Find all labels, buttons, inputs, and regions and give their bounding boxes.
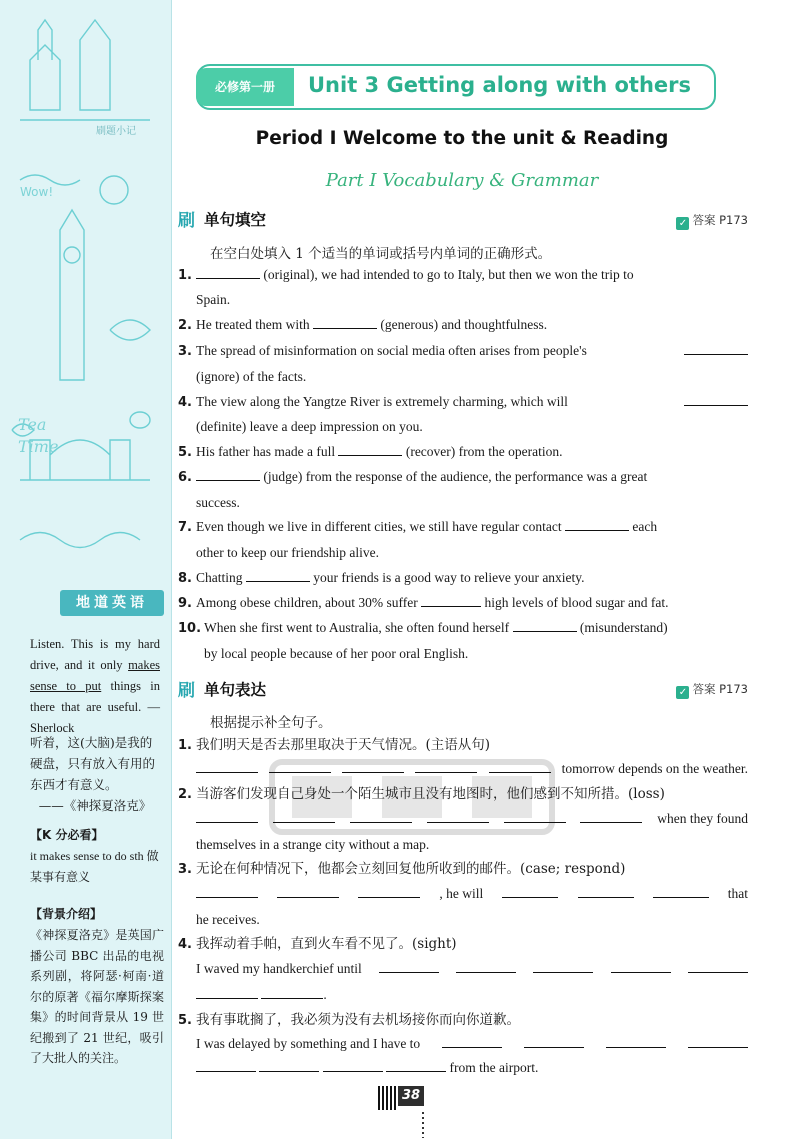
period-title: Period I Welcome to the unit & Reading — [255, 128, 669, 149]
s2-q2 — [178, 785, 748, 804]
q-number: 1. — [178, 738, 192, 753]
answer-blank[interactable] — [442, 1035, 502, 1048]
page-number — [378, 1086, 428, 1110]
s2-q5-cont — [196, 1059, 748, 1077]
answer-blank[interactable] — [196, 986, 258, 999]
s1-q4-cont: (definite) leave a deep impression on you. — [196, 419, 423, 434]
answer-blank[interactable] — [196, 468, 260, 481]
q-prompt: 无论在何种情况下，他都会立刻回复他所收到的邮件。(case; respond) — [196, 861, 626, 877]
answer-blank[interactable] — [338, 443, 402, 456]
svg-text:Wow!: Wow! — [20, 185, 54, 199]
section2-title: 单句表达 — [204, 681, 267, 699]
q-text-2: your friends is a good way to relieve your anxiety. — [309, 570, 585, 585]
sidebar-quote-en — [30, 634, 160, 739]
s2-q5-answer-line — [196, 1035, 748, 1053]
s2-q3 — [178, 860, 748, 879]
q-number: 7. — [178, 520, 192, 535]
k-body: it makes sense to do sth 做某事有意义 — [30, 849, 159, 884]
q-number: 6. — [178, 470, 192, 485]
q-text: (original), we had intended to go to Italy, but then we won the trip to — [260, 267, 634, 282]
answer-blank[interactable] — [313, 316, 377, 329]
q-tail: when they found — [657, 811, 748, 826]
page-number-label: 38 — [398, 1086, 424, 1106]
s2-q1 — [178, 736, 748, 755]
q-text-2: high levels of blood sugar and fat. — [481, 595, 669, 610]
q-head: I was delayed by something and I have to — [196, 1036, 421, 1051]
answer-blank[interactable] — [323, 1059, 383, 1072]
sidebar-stamp: 刷题小记 — [96, 126, 136, 137]
answer-blank[interactable] — [504, 810, 566, 823]
q-tail: that — [727, 886, 748, 901]
q-text: He treated them with — [196, 317, 313, 332]
s2-q2-answer-line — [196, 810, 748, 828]
q-number: 5. — [178, 1013, 192, 1028]
answer-blank[interactable] — [524, 1035, 584, 1048]
unit-tag: 必修第一册 — [196, 68, 294, 106]
s1-q4 — [178, 393, 748, 412]
s1-q10 — [178, 619, 748, 638]
answer-blank[interactable] — [246, 569, 310, 582]
sidebar-illustration — [0, 0, 172, 600]
answer-blank[interactable] — [196, 810, 258, 823]
answer-blank[interactable] — [688, 960, 748, 973]
s1-q3-cont: (ignore) of the facts. — [196, 369, 307, 384]
answer-blank[interactable] — [358, 885, 420, 898]
quote-part-2: things in there that are useful. —Sherlock — [30, 679, 160, 735]
section1-answer-ref[interactable] — [676, 212, 748, 230]
s2-q4-cont — [196, 986, 748, 1004]
barcode-decoration — [378, 1086, 396, 1110]
s2-q5 — [178, 1011, 748, 1030]
answer-blank[interactable] — [386, 1059, 446, 1072]
brush-icon: 刷 — [178, 681, 195, 701]
answer-blank[interactable] — [489, 760, 551, 773]
answer-blank[interactable] — [421, 594, 481, 607]
answer-blank[interactable] — [611, 960, 671, 973]
s1-q3 — [178, 342, 748, 361]
answer-blank[interactable] — [259, 1059, 319, 1072]
answer-blank[interactable] — [513, 619, 577, 632]
s1-q6 — [178, 468, 748, 487]
q-number: 8. — [178, 571, 192, 586]
answer-blank[interactable] — [342, 760, 404, 773]
s2-q3-cont: he receives. — [196, 912, 260, 927]
answer-blank[interactable] — [277, 885, 339, 898]
svg-text:Tea: Tea — [18, 415, 47, 434]
q-text-2: each — [629, 519, 658, 534]
sidebar-quote-cn — [30, 732, 160, 816]
q-text: His father has made a full — [196, 444, 339, 459]
s1-q6-cont: success. — [196, 495, 240, 510]
answer-blank[interactable] — [269, 760, 331, 773]
background-head: 【背景介绍】 — [30, 907, 103, 921]
answer-blank[interactable] — [688, 1035, 748, 1048]
answer-blank[interactable] — [427, 810, 489, 823]
quote-cn-text: 听着，这(大脑)是我的硬盘，只有放入有用的东西才有意义。 — [30, 735, 156, 792]
s1-q9 — [178, 594, 748, 613]
s1-q1-cont: Spain. — [196, 292, 231, 307]
q-prompt: 我有事耽搁了，我必须为没有去机场接你而向你道歉。 — [196, 1012, 520, 1028]
answer-blank[interactable] — [606, 1035, 666, 1048]
q-head: I waved my handkerchief until — [196, 961, 362, 976]
answer-label: 答案 P173 — [692, 213, 748, 227]
q-number: 4. — [178, 395, 192, 410]
q-prompt: 我们明天是否去那里取决于天气情况。(主语从句) — [196, 737, 491, 753]
k-head: 【K 分必看】 — [30, 828, 104, 842]
s1-q7 — [178, 518, 748, 537]
answer-blank[interactable] — [565, 518, 629, 531]
q-text-2: (recover) from the operation. — [402, 444, 563, 459]
answer-label: 答案 P173 — [692, 682, 748, 696]
answer-blank[interactable] — [653, 885, 709, 898]
s2-q1-answer-line — [196, 760, 748, 778]
s1-q1 — [178, 266, 748, 285]
s2-q2-cont: themselves in a strange city without a map. — [196, 837, 430, 852]
answer-blank[interactable] — [196, 1059, 256, 1072]
q-text: The view along the Yangtze River is extremely charming, which will — [196, 394, 568, 409]
q-number: 9. — [178, 596, 192, 611]
part-title: Part I Vocabulary & Grammar — [325, 170, 599, 191]
quote-underlined: makes sense to put — [30, 658, 160, 693]
s1-q8 — [178, 569, 748, 588]
s2-q3-answer-line — [196, 885, 748, 903]
answer-blank[interactable] — [580, 810, 642, 823]
q-text-2: (generous) and thoughtfulness. — [376, 317, 548, 332]
quote-part-1: Listen. This is my hard drive, and it only — [30, 637, 160, 672]
s1-q10-cont: by local people because of her poor oral English. — [204, 646, 469, 661]
s1-q2 — [178, 316, 748, 335]
s1-q5 — [178, 443, 748, 462]
q-prompt: 我挥动着手帕，直到火车看不见了。(sight) — [196, 936, 457, 952]
q-middle: , he will — [439, 886, 484, 901]
q-number: 2. — [178, 787, 192, 802]
brush-icon: 刷 — [178, 211, 195, 231]
answer-blank[interactable] — [684, 393, 748, 406]
check-icon: ✓ — [676, 686, 689, 699]
answer-blank[interactable] — [533, 960, 593, 973]
section1-title: 单句填空 — [204, 211, 267, 229]
unit-title: Unit 3 Getting along with others — [308, 73, 692, 97]
answer-blank[interactable] — [684, 342, 748, 355]
answer-blank[interactable] — [350, 810, 412, 823]
answer-blank[interactable] — [261, 986, 323, 999]
left-sidebar — [0, 0, 172, 1139]
answer-blank[interactable] — [379, 960, 439, 973]
q-prompt: 当游客们发现自己身处一个陌生城市且没有地图时，他们感到不知所措。(loss) — [196, 786, 665, 802]
q-number: 3. — [178, 862, 192, 877]
q-text: (judge) from the response of the audience, the performance was a great — [260, 469, 648, 484]
s1-q7-cont: other to keep our friendship alive. — [196, 545, 379, 560]
q-number: 1. — [178, 268, 192, 283]
answer-blank[interactable] — [415, 760, 477, 773]
q-text-2: (misunderstand) — [576, 620, 668, 635]
q-text: When she first went to Australia, she often found herself — [204, 620, 513, 635]
answer-blank[interactable] — [196, 760, 258, 773]
q-text: Among obese children, about 30% suffer — [196, 595, 422, 610]
q-number: 3. — [178, 344, 192, 359]
q-number: 10. — [178, 621, 202, 636]
check-icon: ✓ — [676, 217, 689, 230]
answer-blank[interactable] — [273, 810, 335, 823]
quote-source: ——《神探夏洛克》 — [38, 798, 152, 813]
section2-answer-ref[interactable] — [676, 681, 748, 699]
q-tail: tomorrow depends on the weather. — [561, 761, 748, 776]
answer-blank[interactable] — [578, 885, 634, 898]
answer-blank[interactable] — [196, 885, 258, 898]
q-tail: from the airport. — [449, 1060, 539, 1075]
q-text: The spread of misinformation on social media often arises from people's — [196, 343, 587, 358]
q-number: 2. — [178, 318, 192, 333]
q-tail: . — [323, 987, 327, 1002]
q-number: 5. — [178, 445, 192, 460]
dotted-guide — [422, 1112, 424, 1138]
q-text: Chatting — [196, 570, 246, 585]
background-body: 《神探夏洛克》是英国广播公司 BBC 出品的电视系列剧，将阿瑟·柯南·道尔的原著《福尔摩斯探案集》的时间背景从 19 世纪搬到了 21 世纪，吸引了大批人的关注。 — [30, 928, 164, 1065]
q-text: Even though we live in different cities, we still have regular contact — [196, 519, 566, 534]
sidebar-band-title: 地道英语 — [60, 590, 164, 616]
answer-blank[interactable] — [456, 960, 516, 973]
q-number: 4. — [178, 937, 192, 952]
answer-blank[interactable] — [196, 266, 260, 279]
s2-q4 — [178, 935, 748, 954]
section2-instruction: 根据提示补全句子。 — [210, 715, 332, 731]
s2-q4-answer-line — [196, 960, 748, 978]
svg-text:Time: Time — [18, 437, 59, 456]
answer-blank[interactable] — [502, 885, 558, 898]
section1-instruction: 在空白处填入 1 个适当的单词或括号内单词的正确形式。 — [210, 246, 552, 262]
